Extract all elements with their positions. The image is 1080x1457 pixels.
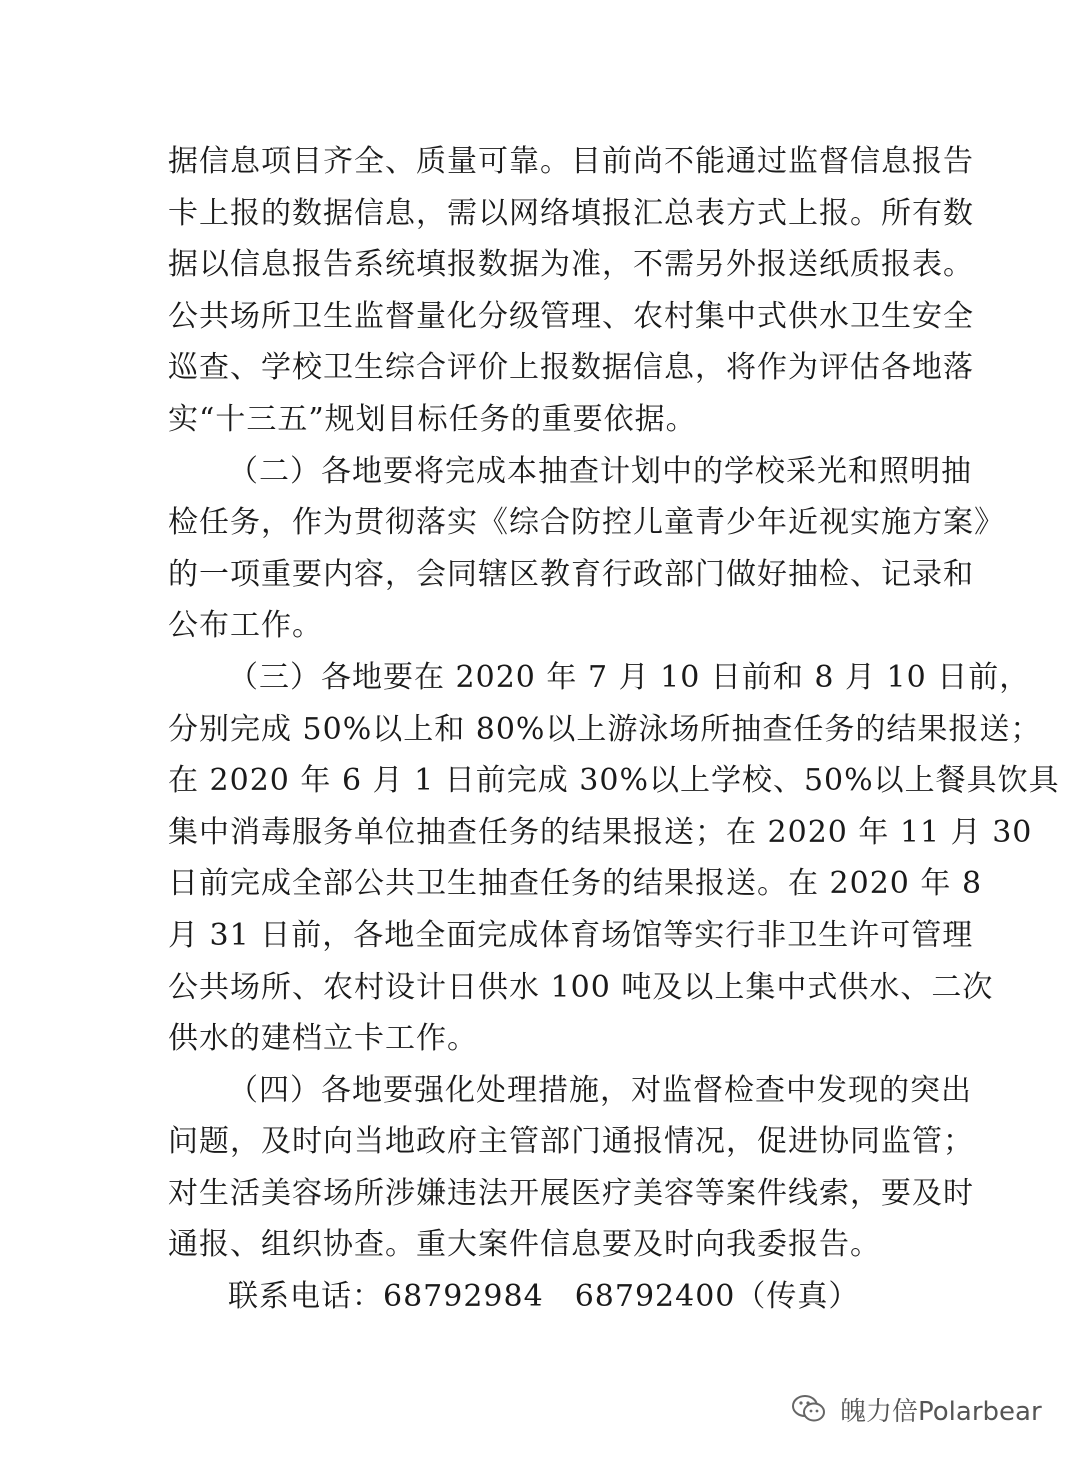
watermark [790,1384,1042,1434]
text-line: 通报、组织协查。重大案件信息要及时向我委报告。 [168,1227,881,1263]
text-line: 据信息项目齐全、质量可靠。目前尚不能通过监督信息报告 [168,144,974,179]
text-line: 日前完成全部公共卫生抽查任务的结果报送。在 2020 年 8 [168,866,983,902]
text-line: 在 2020 年 6 月 1 日前完成 30%以上学校、50%以上餐具饮具 [168,763,1060,799]
document-body [168,136,1060,1323]
paragraph-2-start: （二）各地要将完成本抽查计划中的学校采光和照明抽 [228,453,972,489]
contact-phone: 联系电话：68792984 68792400（传真） [228,1279,860,1315]
text-line: 问题，及时向当地政府主管部门通报情况，促进协同监管； [168,1124,974,1160]
text-line: 供水的建档立卡工作。 [168,1021,478,1057]
paragraph-4-start: （四）各地要强化处理措施，对监督检查中发现的突出 [228,1072,972,1108]
text-line: 据以信息报告系统填报数据为准，不需另外报送纸质报表。 [168,247,974,283]
text-line: 实“十三五”规划目标任务的重要依据。 [168,401,697,437]
text-line: 对生活美容场所涉嫌违法开展医疗美容等案件线索，要及时 [168,1175,974,1211]
text-line: 检任务，作为贯彻落实《综合防控儿童青少年近视实施方案》 [168,505,1005,541]
text-line: 巡查、学校卫生综合评价上报数据信息，将作为评估各地落 [168,350,974,386]
wechat-icon [790,1390,828,1428]
text-line: 集中消毒服务单位抽查任务的结果报送；在 2020 年 11 月 30 [168,814,1033,850]
text-line: 的一项重要内容，会同辖区教育行政部门做好抽检、记录和 [168,556,974,592]
text-line: 卡上报的数据信息，需以网络填报汇总表方式上报。所有数 [168,195,974,231]
text-line: 分别完成 50%以上和 80%以上游泳场所抽查任务的结果报送； [168,711,1042,747]
paragraph-3-start: （三）各地要在 2020 年 7 月 10 日前和 8 月 10 日前， [228,659,1031,695]
text-line: 公布工作。 [168,608,323,644]
text-line: 月 31 日前，各地全面完成体育场馆等实行非卫生许可管理 [168,917,974,953]
watermark-text: 魄力倍Polarbear [840,1396,1042,1427]
text-line: 公共场所卫生监督量化分级管理、农村集中式供水卫生安全 [168,298,974,334]
text-line: 公共场所、农村设计日供水 100 吨及以上集中式供水、二次 [168,969,994,1005]
